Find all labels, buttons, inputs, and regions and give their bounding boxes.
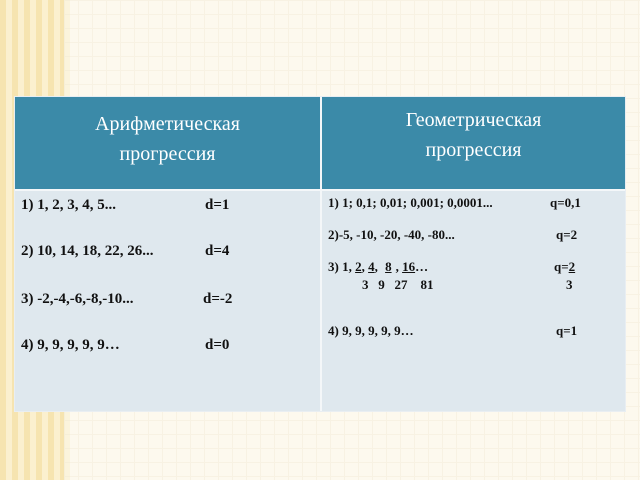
arith-seq-1: 1) 1, 2, 3, 4, 5... — [21, 197, 116, 213]
geom-row-3 — [328, 259, 576, 275]
geom-ellipsis: … — [415, 259, 429, 274]
arith-d-1: d=1 — [205, 197, 230, 213]
geom-den-4: 81 — [420, 277, 434, 292]
arith-row-1 — [21, 197, 230, 214]
geom-row-3-denominators — [362, 277, 573, 293]
geom-num-2: 4 — [368, 259, 375, 274]
geometric-column — [322, 191, 625, 411]
header-geometric-line1: Геометрическая — [405, 109, 542, 131]
geom-q-4: q=1 — [556, 323, 578, 338]
header-arithmetic-line2: прогрессия — [119, 143, 216, 165]
header-geometric-line2: прогрессия — [425, 139, 522, 161]
geom-den-3: 27 — [394, 277, 408, 292]
arith-d-2: d=4 — [205, 243, 230, 259]
geom-row-1 — [328, 195, 581, 211]
geom-den-1: 3 — [362, 277, 369, 292]
header-arithmetic-line1: Арифметическая — [95, 113, 240, 135]
geom-q-2: q=2 — [556, 227, 578, 242]
geom-sep-1: , — [361, 259, 365, 274]
progression-table — [14, 96, 626, 412]
geom-num-3: 8 — [385, 259, 392, 274]
geom-q-3 — [554, 259, 575, 275]
geom-q-3-den: 3 — [566, 277, 573, 292]
geom-seq-1: 1) 1; 0,1; 0,01; 0,001; 0,0001... — [328, 195, 493, 210]
geom-num-4: 16 — [402, 259, 416, 274]
arith-seq-4: 4) 9, 9, 9, 9, 9… — [21, 337, 120, 353]
geom-den-2: 9 — [378, 277, 385, 292]
arith-seq-2: 2) 10, 14, 18, 22, 26... — [21, 243, 154, 259]
arith-row-4 — [21, 337, 230, 354]
geom-q-3-num: 2 — [568, 259, 576, 274]
arith-seq-3: 3) -2,-4,-6,-8,-10... — [21, 291, 134, 307]
geom-sep-3: , — [395, 259, 399, 274]
arith-row-3 — [21, 291, 233, 308]
geom-seq-2: 2)-5, -10, -20, -40, -80... — [328, 227, 455, 242]
geom-seq-4: 4) 9, 9, 9, 9, 9… — [328, 323, 414, 338]
geom-q-1: q=0,1 — [550, 195, 581, 210]
geom-q-3-prefix: q= — [554, 259, 569, 274]
arith-row-2 — [21, 243, 230, 260]
geom-seq-3-prefix: 3) 1, — [328, 259, 352, 274]
arith-d-3: d=-2 — [203, 291, 233, 307]
arith-d-4: d=0 — [205, 337, 230, 353]
geom-num-1: 2 — [355, 259, 362, 274]
geom-row-4 — [328, 323, 578, 339]
arithmetic-column — [15, 191, 320, 411]
header-geometric — [322, 97, 625, 189]
geom-sep-2: , — [374, 259, 378, 274]
geom-row-2 — [328, 227, 578, 243]
header-arithmetic — [15, 97, 320, 189]
